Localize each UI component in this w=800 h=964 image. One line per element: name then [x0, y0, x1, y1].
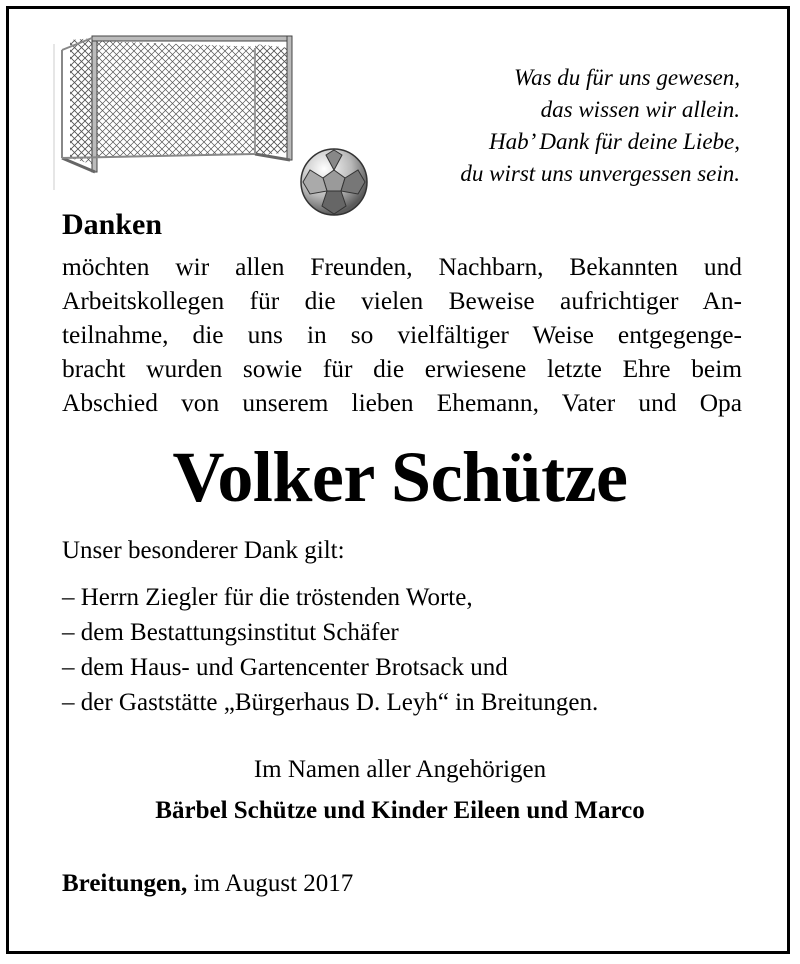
paragraph-line: Abschied von unserem lieben Ehemann, Vater und Opa: [62, 389, 742, 417]
paragraph-line: teilnahme, die uns in so vielfältiger Weise entgegenge-: [62, 321, 742, 349]
on-behalf-line: Im Namen aller Angehörigen: [253, 756, 547, 783]
place: Breitungen,: [62, 870, 188, 897]
poem-line: das wissen wir allein.: [540, 97, 740, 122]
soccer-goal-icon: [50, 30, 300, 190]
poem-line: Was du für uns gewesen,: [514, 65, 740, 90]
list-item: – Herrn Ziegler für die tröstenden Worte,: [62, 584, 473, 611]
family-signature: Bärbel Schütze und Kinder Eileen und Marco: [155, 797, 645, 824]
thanks-heading: Danken: [62, 208, 163, 241]
paragraph-line: Arbeitskollegen für die vielen Beweise aufrichtiger An-: [62, 287, 742, 315]
special-thanks-intro: Unser besonderer Dank gilt:: [62, 537, 345, 564]
list-item: – dem Bestattungsinstitut Schäfer: [62, 619, 399, 646]
memorial-poem: [460, 62, 740, 190]
paragraph-line: bracht wurden sowie für die erwiesene letzte Ehre beim: [62, 355, 742, 383]
poem-line: du wirst uns unvergessen sein.: [460, 161, 740, 186]
paragraph-line: möchten wir allen Freunden, Nachbarn, Bekannten und: [62, 253, 742, 281]
thanks-paragraph: [62, 250, 742, 420]
place-date: [62, 870, 353, 898]
poem-line: Hab’ Dank für deine Liebe,: [488, 129, 740, 154]
deceased-name: Volker Schütze: [172, 437, 628, 517]
list-item: – der Gaststätte „Bürgerhaus D. Leyh“ in Breitungen.: [62, 689, 599, 716]
special-thanks-list: [62, 580, 598, 720]
list-item: – dem Haus- und Gartencenter Brotsack und: [62, 654, 508, 681]
soccer-ball-icon: [298, 146, 370, 218]
date: im August 2017: [193, 870, 354, 897]
